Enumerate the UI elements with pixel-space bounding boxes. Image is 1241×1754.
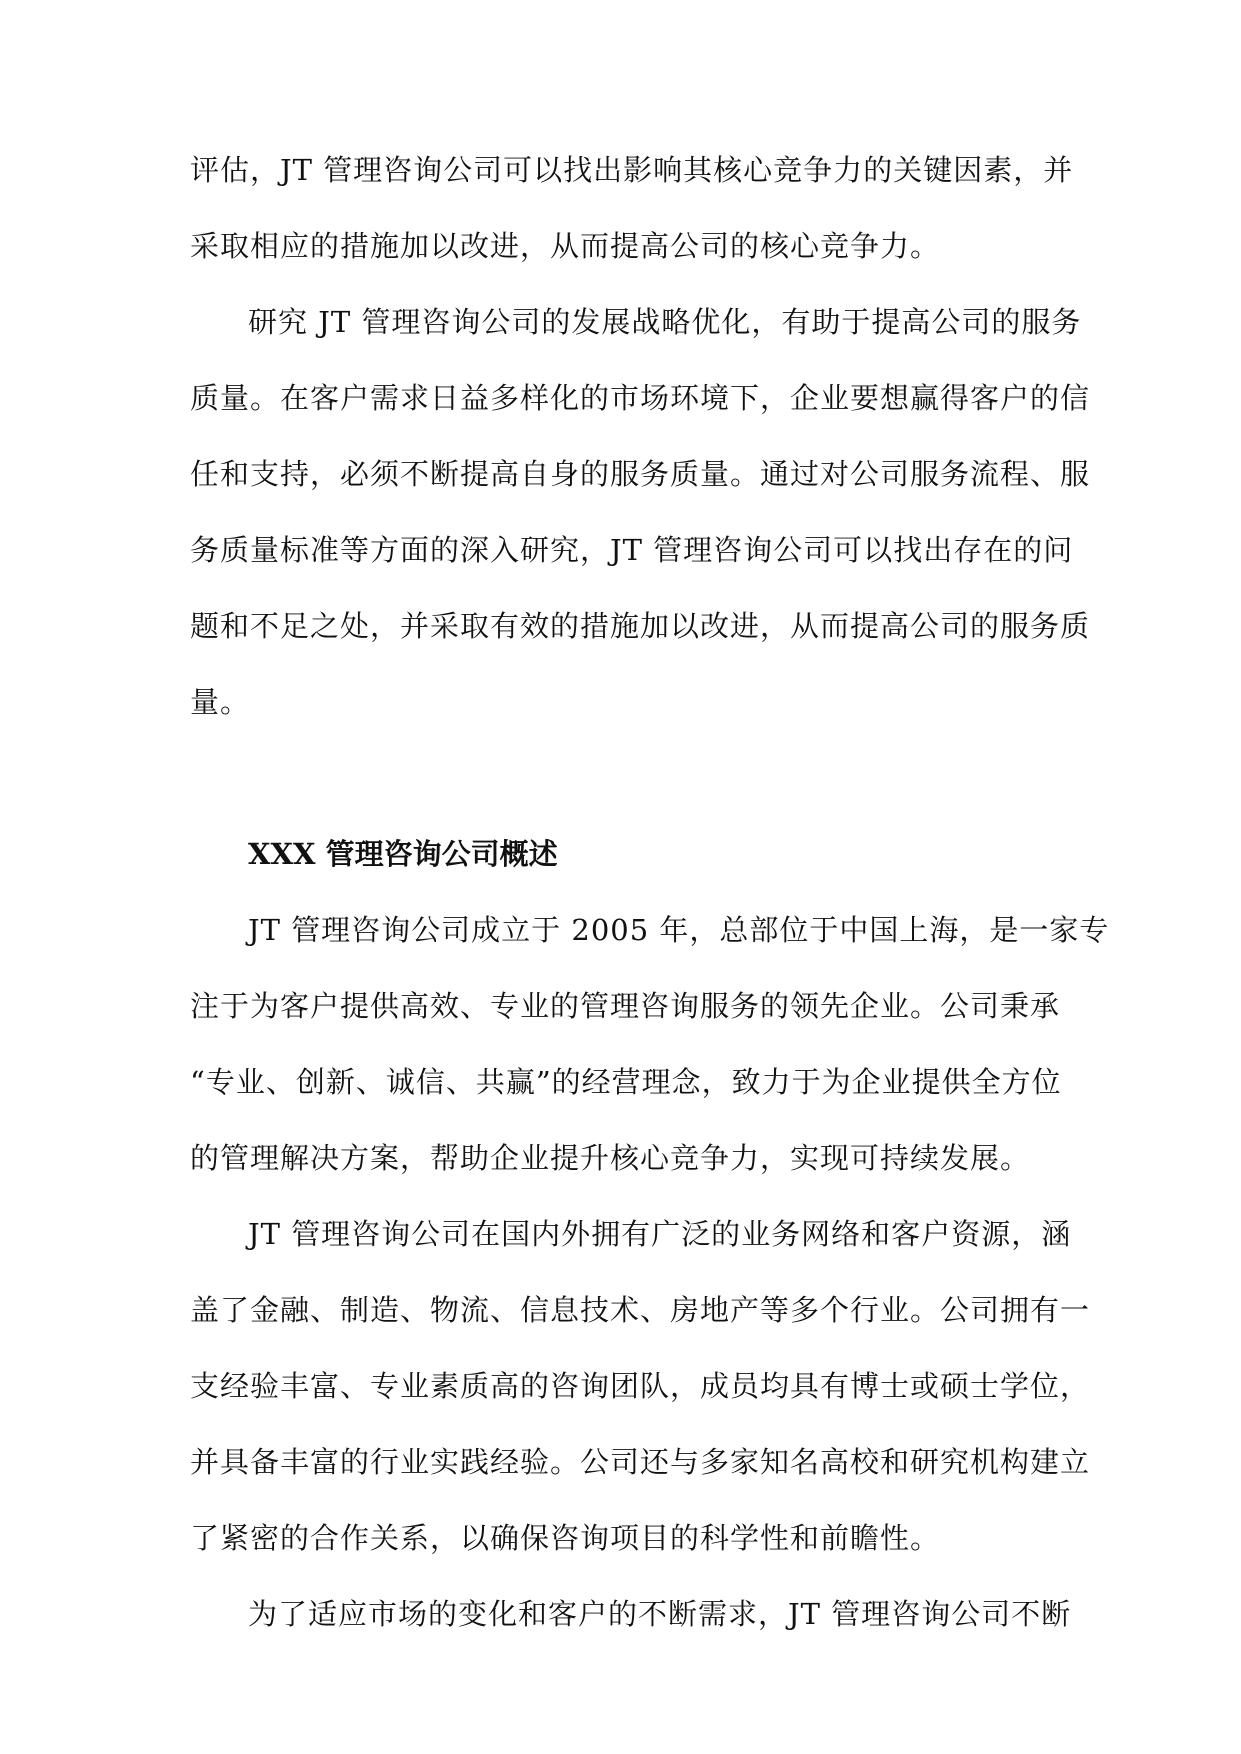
paragraph-intro-end xyxy=(190,140,1074,292)
text-line: 了紧密的合作关系，以确保咨询项目的科学性和前瞻性。 xyxy=(190,1521,941,1555)
text-line: JT 管理咨询公司在国内外拥有广泛的业务网络和客户资源，涵 xyxy=(248,1217,1072,1251)
text-line: 研究 JT 管理咨询公司的发展战略优化，有助于提高公司的服务 xyxy=(248,305,1082,339)
text-line: 的管理解决方案，帮助企业提升核心竞争力，实现可持续发展。 xyxy=(190,1141,1031,1175)
text-line: 为了适应市场的变化和客户的不断需求，JT 管理咨询公司不断 xyxy=(248,1597,1072,1631)
spacer xyxy=(190,748,1060,824)
text-line: 务质量标准等方面的深入研究，JT 管理咨询公司可以找出存在的问 xyxy=(190,533,1074,567)
text-line: 任和支持，必须不断提高自身的服务质量。通过对公司服务流程、服 xyxy=(190,457,1091,491)
text-line: 支经验丰富、专业素质高的咨询团队，成员均具有博士或硕士学位， xyxy=(190,1369,1091,1403)
text-line: 并具备丰富的行业实践经验。公司还与多家知名高校和研究机构建立 xyxy=(190,1445,1091,1479)
text-line: 题和不足之处，并采取有效的措施加以改进，从而提高公司的服务质 xyxy=(190,609,1091,643)
text-line: 评估，JT 管理咨询公司可以找出影响其核心竞争力的关键因素，并 xyxy=(190,153,1074,187)
paragraph-market-adaptation xyxy=(190,1584,1072,1660)
paragraph-service-quality xyxy=(190,292,1091,748)
text-line: 注于为客户提供高效、专业的管理咨询服务的领先企业。公司秉承 xyxy=(190,989,1061,1023)
document-body xyxy=(190,140,1110,1660)
paragraph-business-network xyxy=(190,1204,1091,1584)
text-line: 采取相应的措施加以改进，从而提高公司的核心竞争力。 xyxy=(190,229,941,263)
text-line: JT 管理咨询公司成立于 2005 年，总部位于中国上海，是一家专 xyxy=(248,913,1110,947)
section-heading: XXX 管理咨询公司概述 xyxy=(248,837,558,871)
text-line: 质量。在客户需求日益多样化的市场环境下，企业要想赢得客户的信 xyxy=(190,381,1091,415)
text-line: 盖了金融、制造、物流、信息技术、房地产等多个行业。公司拥有一 xyxy=(190,1293,1091,1327)
text-line: “专业、创新、诚信、共赢”的经营理念，致力于为企业提供全方位 xyxy=(190,1065,1062,1099)
paragraph-company-overview xyxy=(190,900,1110,1204)
text-line: 量。 xyxy=(190,685,251,719)
